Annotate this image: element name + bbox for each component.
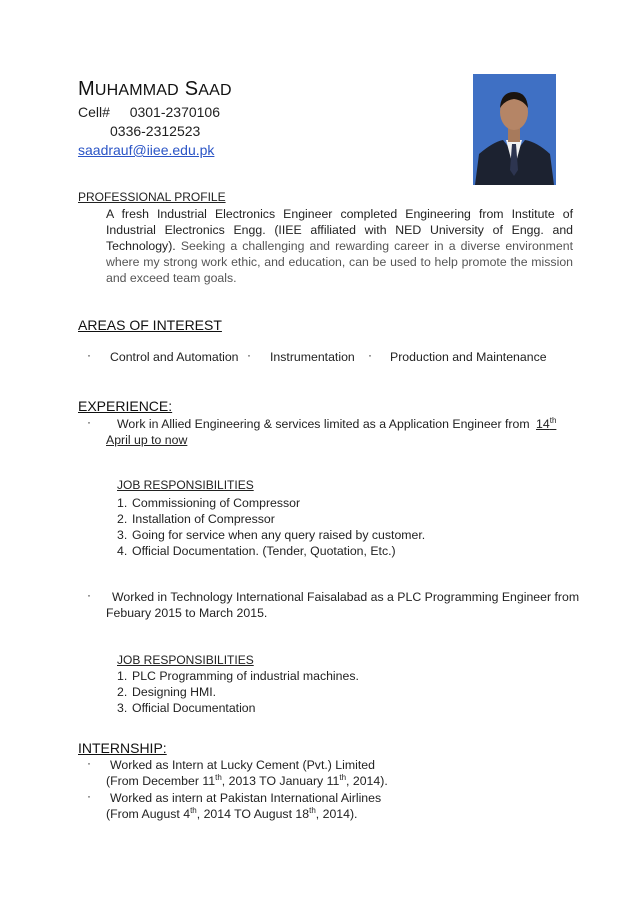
bullet-icon: · (247, 348, 251, 362)
interest-item: Instrumentation (270, 350, 355, 364)
phone-row-1 (78, 104, 220, 120)
phone-2: 0336-2312523 (110, 123, 201, 139)
list-item: 1. Commissioning of Compressor (117, 496, 301, 510)
experience-heading: EXPERIENCE: (78, 398, 173, 414)
bullet-icon: · (87, 756, 91, 770)
internship-dates: (From August 4th, 2014 TO August 18th, 2014). (106, 805, 358, 821)
professional-profile-heading: PROFESSIONAL PROFILE (78, 190, 226, 204)
job2-line2: Febuary 2015 to March 2015. (106, 606, 268, 620)
profile-paragraph: A fresh Industrial Electronics Engineer completed Engineering from Institute of Industrial Electronics Engg. (IIEE affiliated with NED University of Engg. and Technology). Seeking a challenging and rewarding career in a diverse environment where my strong work ethic, and education, can be used to help promote the mission and exceed team goals. (106, 207, 573, 285)
list-item: 1. PLC Programming of industrial machines. (117, 669, 359, 683)
internship-heading: INTERNSHIP: (78, 740, 167, 756)
list-item: 3. Going for service when any query raised by customer. (117, 528, 426, 542)
bullet-icon: · (87, 789, 91, 803)
internship-title: Worked as Intern at Lucky Cement (Pvt.) Limited (110, 758, 375, 772)
candidate-name: MUHAMMAD SAAD (78, 78, 232, 100)
job1-line1: Work in Allied Engineering & services limited as a Application Engineer from 14th (117, 415, 557, 431)
job1-responsibilities-heading: JOB RESPONSIBILITIES (117, 478, 254, 492)
email-link[interactable]: saadrauf@iiee.edu.pk (78, 142, 215, 158)
profile-photo (473, 74, 556, 185)
job1-line2: April up to now (106, 433, 188, 447)
list-item: 3. Official Documentation (117, 701, 256, 715)
bullet-icon: · (87, 588, 91, 602)
list-item: 2. Designing HMI. (117, 685, 217, 699)
bullet-icon: · (87, 348, 91, 362)
list-item: 2. Installation of Compressor (117, 512, 275, 526)
internship-dates: (From December 11th, 2013 TO January 11th, 2014). (106, 772, 388, 788)
bullet-icon: · (368, 348, 372, 362)
internship-title: Worked as intern at Pakistan International Airlines (110, 791, 382, 805)
cell-label: Cell# (78, 104, 110, 120)
interest-item: Production and Maintenance (390, 350, 547, 364)
job2-line1: Worked in Technology International Faisalabad as a PLC Programming Engineer from (112, 590, 580, 604)
interest-item: Control and Automation (110, 350, 239, 364)
job2-responsibilities-heading: JOB RESPONSIBILITIES (117, 653, 254, 667)
phone-1: 0301-2370106 (129, 104, 220, 120)
list-item: 4. Official Documentation. (Tender, Quotation, Etc.) (117, 544, 396, 558)
bullet-icon: · (87, 415, 91, 429)
areas-of-interest-heading: AREAS OF INTEREST (78, 317, 222, 333)
